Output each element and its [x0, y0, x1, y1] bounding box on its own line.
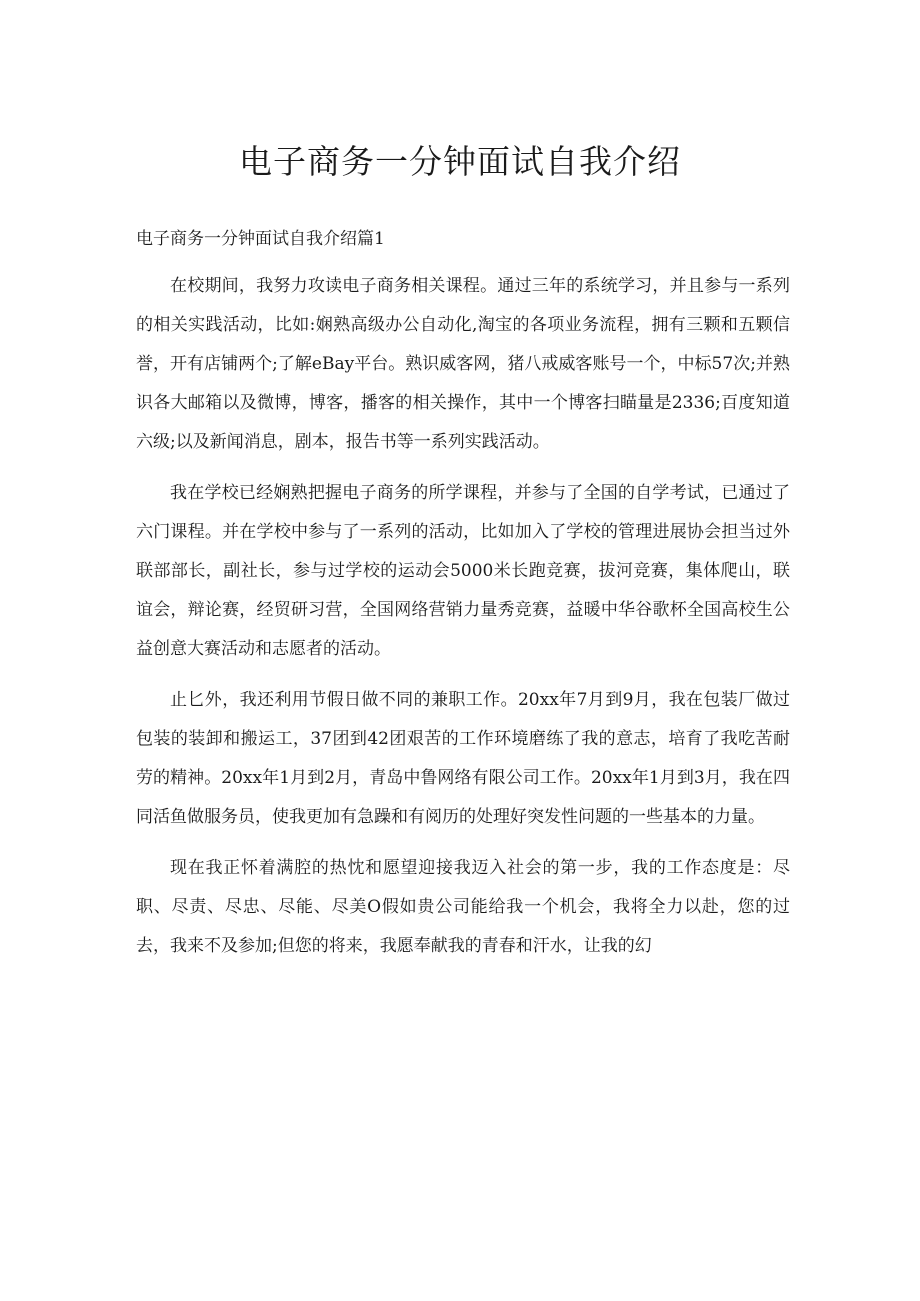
paragraph-part-time-work: 止匕外，我还利用节假日做不同的兼职工作。20xx年7月到9月，我在包装厂做过包装的装卸和搬运工，37团到42团艰苦的工作环境磨练了我的意志，培育了我吃苦耐劳的精神。20xx年1月到2月，青岛中鲁网络有限公司工作。20xx年1月到3月，我在四同活鱼做服务员，使我更加有急躁和有阅历的处理好突发性问题的一些基本的力量。	[136, 690, 790, 827]
section-heading: 电子商务一分钟面试自我介绍篇1	[136, 229, 385, 249]
paragraph-study: 在校期间，我努力攻读电子商务相关课程。通过三年的系统学习，并且参与一系列的相关实践活动，比如:娴熟高级办公自动化,淘宝的各项业务流程，拥有三颗和五颗信誉，开有店铺两个;了解eBay平台。熟识威客网，猪八戒威客账号一个，中标57次;并熟识各大邮箱以及微博，博客，播客的相关操作，其中一个博客扫瞄量是2336;百度知道六级;以及新闻消息，剧本，报告书等一系列实践活动。	[136, 276, 790, 452]
paragraph-school-activities: 我在学校已经娴熟把握电子商务的所学课程，并参与了全国的自学考试，已通过了六门课程。并在学校中参与了一系列的活动，比如加入了学校的管理进展协会担当过外联部部长，副社长，参与过学校的运动会5000米长跑竞赛，拔河竞赛，集体爬山，联谊会，辩论赛，经贸研习营，全国网络营销力量秀竞赛，益暖中华谷歌杯全国高校生公益创意大赛活动和志愿者的活动。	[136, 483, 790, 659]
document-title: 电子商务一分钟面试自我介绍	[239, 142, 681, 181]
document-body	[136, 267, 790, 978]
paragraph-closing: 现在我正怀着满腔的热忱和愿望迎接我迈入社会的第一步，我的工作态度是：尽职、尽责、尽忠、尽能、尽美O假如贵公司能给我一个机会，我将全力以赴，您的过去，我来不及参加;但您的将来，我愿奉献我的青春和汗水，让我的幻	[136, 858, 790, 956]
